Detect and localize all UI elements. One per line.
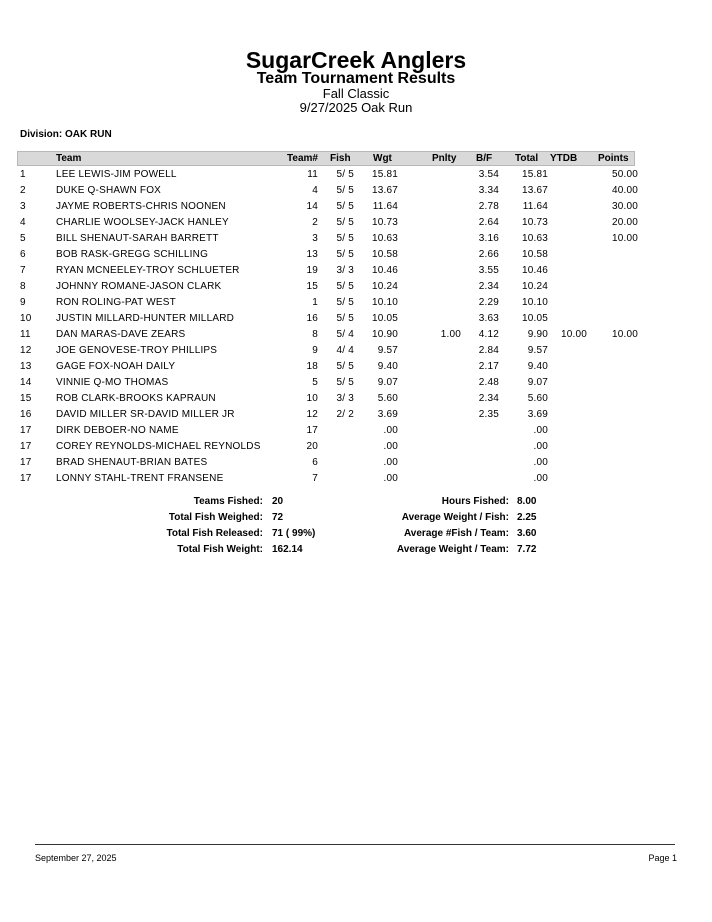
row-big-fish: 4.12 <box>478 329 499 340</box>
row-points: 20.00 <box>611 217 638 228</box>
row-total: 10.05 <box>521 313 548 324</box>
row-total: 10.58 <box>521 249 548 260</box>
row-weight: 10.24 <box>371 281 398 292</box>
row-weight: 10.63 <box>371 233 398 244</box>
column-header-bar <box>17 151 635 166</box>
row-weight: 10.90 <box>371 329 398 340</box>
row-team-number: 17 <box>306 425 318 436</box>
row-big-fish: 3.34 <box>478 185 499 196</box>
hours-fished-label: Hours Fished: <box>441 496 509 507</box>
row-weight: 10.10 <box>371 297 398 308</box>
row-points: 50.00 <box>611 169 638 180</box>
row-weight: .00 <box>383 473 398 484</box>
row-place: 9 <box>20 297 26 308</box>
total-fish-weight-value: 162.14 <box>272 544 303 555</box>
row-team-name: DIRK DEBOER-NO NAME <box>56 425 179 436</box>
row-team-name: DAVID MILLER SR-DAVID MILLER JR <box>56 409 235 420</box>
col-points: Points <box>598 153 629 164</box>
row-fish-count: 5/ 5 <box>336 201 354 212</box>
row-total: .00 <box>533 425 548 436</box>
row-place: 2 <box>20 185 26 196</box>
row-weight: 5.60 <box>377 393 398 404</box>
event-date-location: 9/27/2025 Oak Run <box>299 100 413 115</box>
row-team-number: 16 <box>306 313 318 324</box>
row-place: 5 <box>20 233 26 244</box>
row-place: 3 <box>20 201 26 212</box>
row-total: 10.46 <box>521 265 548 276</box>
row-big-fish: 2.29 <box>478 297 499 308</box>
row-fish-count: 3/ 3 <box>336 393 354 404</box>
row-fish-count: 5/ 5 <box>336 249 354 260</box>
avg-weight-team-label: Average Weight / Team: <box>396 544 509 555</box>
total-fish-weight-label: Total Fish Weight: <box>177 544 263 555</box>
row-team-number: 18 <box>306 361 318 372</box>
row-place: 7 <box>20 265 26 276</box>
row-team-number: 8 <box>312 329 318 340</box>
row-team-number: 14 <box>306 201 318 212</box>
row-place: 15 <box>20 393 32 404</box>
row-total: .00 <box>533 457 548 468</box>
row-place: 10 <box>20 313 32 324</box>
row-place: 4 <box>20 217 26 228</box>
row-total: 9.40 <box>527 361 548 372</box>
row-weight: 9.40 <box>377 361 398 372</box>
row-fish-count: 5/ 4 <box>336 329 354 340</box>
row-team-name: GAGE FOX-NOAH DAILY <box>56 361 176 372</box>
row-team-number: 1 <box>312 297 318 308</box>
row-fish-count: 5/ 5 <box>336 185 354 196</box>
row-team-name: JOHNNY ROMANE-JASON CLARK <box>56 281 222 292</box>
col-fish: Fish <box>330 153 351 164</box>
avg-fish-team-value: 3.60 <box>517 528 537 539</box>
row-place: 17 <box>20 473 32 484</box>
row-points: 30.00 <box>611 201 638 212</box>
row-team-number: 3 <box>312 233 318 244</box>
row-fish-count: 3/ 3 <box>336 265 354 276</box>
row-total: 9.90 <box>527 329 548 340</box>
row-weight: 11.64 <box>372 201 398 212</box>
row-points: 40.00 <box>611 185 638 196</box>
row-team-name: DAN MARAS-DAVE ZEARS <box>56 329 186 340</box>
row-team-name: ROB CLARK-BROOKS KAPRAUN <box>56 393 216 404</box>
row-weight: 10.05 <box>371 313 398 324</box>
row-big-fish: 2.35 <box>478 409 499 420</box>
total-fish-released-label: Total Fish Released: <box>166 528 263 539</box>
col-big-fish: B/F <box>476 153 493 164</box>
row-total: 5.60 <box>527 393 548 404</box>
row-big-fish: 2.84 <box>478 345 499 356</box>
hours-fished-value: 8.00 <box>517 496 537 507</box>
row-weight: 13.67 <box>371 185 398 196</box>
row-team-number: 7 <box>312 473 318 484</box>
row-total: 13.67 <box>521 185 548 196</box>
row-big-fish: 3.54 <box>478 169 499 180</box>
row-weight: 10.58 <box>371 249 398 260</box>
event-name: Fall Classic <box>322 86 390 101</box>
row-place: 8 <box>20 281 26 292</box>
row-fish-count: 2/ 2 <box>336 409 354 420</box>
row-place: 13 <box>20 361 32 372</box>
row-team-number: 10 <box>306 393 318 404</box>
row-place: 17 <box>20 425 32 436</box>
row-total: 10.24 <box>521 281 548 292</box>
row-total: 3.69 <box>527 409 548 420</box>
row-team-number: 20 <box>306 441 318 452</box>
total-fish-released-value: 71 ( 99%) <box>272 528 316 539</box>
row-team-number: 9 <box>312 345 318 356</box>
row-team-name: BILL SHENAUT-SARAH BARRETT <box>56 233 219 244</box>
row-team-number: 19 <box>306 265 318 276</box>
row-fish-count: 5/ 5 <box>336 233 354 244</box>
club-title: SugarCreek Anglers <box>245 47 467 73</box>
row-place: 17 <box>20 441 32 452</box>
row-total: 11.64 <box>522 201 548 212</box>
row-total: 10.10 <box>521 297 548 308</box>
row-team-number: 15 <box>306 281 318 292</box>
row-big-fish: 2.64 <box>478 217 499 228</box>
row-big-fish: 2.66 <box>478 249 499 260</box>
avg-weight-fish-label: Average Weight / Fish: <box>401 512 509 523</box>
row-fish-count: 5/ 5 <box>336 361 354 372</box>
row-big-fish: 2.78 <box>478 201 499 212</box>
row-total: 10.63 <box>521 233 548 244</box>
row-team-name: VINNIE Q-MO THOMAS <box>56 377 169 388</box>
total-fish-weighed-label: Total Fish Weighed: <box>168 512 263 523</box>
row-weight: 10.73 <box>371 217 398 228</box>
row-big-fish: 2.34 <box>478 393 499 404</box>
row-team-name: RON ROLING-PAT WEST <box>56 297 176 308</box>
row-team-name: DUKE Q-SHAWN FOX <box>56 185 162 196</box>
row-team-number: 4 <box>312 185 318 196</box>
row-team-number: 13 <box>306 249 318 260</box>
row-team-number: 5 <box>312 377 318 388</box>
row-weight: 15.81 <box>371 169 398 180</box>
row-team-name: BOB RASK-GREGG SCHILLING <box>56 249 209 260</box>
row-team-name: JOE GENOVESE-TROY PHILLIPS <box>56 345 218 356</box>
col-team-number: Team# <box>287 153 318 164</box>
row-place: 16 <box>20 409 32 420</box>
row-big-fish: 2.34 <box>478 281 499 292</box>
row-fish-count: 5/ 5 <box>336 313 354 324</box>
row-weight: 10.46 <box>371 265 398 276</box>
row-big-fish: 3.63 <box>478 313 499 324</box>
row-total: .00 <box>533 441 548 452</box>
row-points: 10.00 <box>611 233 638 244</box>
row-team-name: JAYME ROBERTS-CHRIS NOONEN <box>56 201 226 212</box>
row-weight: 9.57 <box>377 345 398 356</box>
row-fish-count: 5/ 5 <box>336 281 354 292</box>
row-fish-count: 5/ 5 <box>336 377 354 388</box>
row-total: 10.73 <box>521 217 548 228</box>
row-weight: .00 <box>383 425 398 436</box>
row-penalty: 1.00 <box>440 329 461 340</box>
row-weight: .00 <box>383 441 398 452</box>
row-place: 6 <box>20 249 26 260</box>
row-team-name: CHARLIE WOOLSEY-JACK HANLEY <box>56 217 229 228</box>
row-weight: 3.69 <box>377 409 398 420</box>
row-place: 11 <box>20 329 31 340</box>
row-big-fish: 3.55 <box>478 265 499 276</box>
row-team-name: COREY REYNOLDS-MICHAEL REYNOLDS <box>56 441 261 452</box>
col-penalty: Pnlty <box>432 153 457 164</box>
row-points: 10.00 <box>611 329 638 340</box>
row-team-number: 11 <box>307 169 318 180</box>
row-team-number: 12 <box>306 409 318 420</box>
row-total: .00 <box>533 473 548 484</box>
division-label: Division: OAK RUN <box>20 129 112 140</box>
row-fish-count: 5/ 5 <box>336 169 354 180</box>
row-total: 15.81 <box>521 169 548 180</box>
row-team-name: JUSTIN MILLARD-HUNTER MILLARD <box>56 313 235 324</box>
row-weight: 9.07 <box>377 377 398 388</box>
avg-weight-team-value: 7.72 <box>517 544 537 555</box>
row-fish-count: 4/ 4 <box>336 345 354 356</box>
report-title: Team Tournament Results <box>256 70 456 87</box>
row-place: 12 <box>20 345 32 356</box>
row-team-name: LONNY STAHL-TRENT FRANSENE <box>56 473 224 484</box>
row-fish-count: 5/ 5 <box>336 297 354 308</box>
row-team-name: BRAD SHENAUT-BRIAN BATES <box>56 457 208 468</box>
row-team-name: RYAN MCNEELEY-TROY SCHLUETER <box>56 265 240 276</box>
total-fish-weighed-value: 72 <box>272 512 284 523</box>
col-team: Team <box>56 153 82 164</box>
row-team-number: 6 <box>312 457 318 468</box>
row-big-fish: 2.17 <box>478 361 499 372</box>
row-team-name: LEE LEWIS-JIM POWELL <box>56 169 177 180</box>
col-weight: Wgt <box>373 153 392 164</box>
avg-weight-fish-value: 2.25 <box>517 512 537 523</box>
footer-date: September 27, 2025 <box>35 853 117 863</box>
col-ytdb: YTDB <box>550 153 578 164</box>
row-place: 17 <box>20 457 32 468</box>
row-weight: .00 <box>383 457 398 468</box>
avg-fish-team-label: Average #Fish / Team: <box>403 528 509 539</box>
footer-divider <box>35 844 675 845</box>
col-total: Total <box>515 153 539 164</box>
teams-fished-label: Teams Fished: <box>193 496 263 507</box>
row-place: 1 <box>20 169 26 180</box>
teams-fished-value: 20 <box>272 496 284 507</box>
row-total: 9.57 <box>527 345 548 356</box>
row-big-fish: 3.16 <box>478 233 499 244</box>
row-big-fish: 2.48 <box>478 377 499 388</box>
row-fish-count: 5/ 5 <box>336 217 354 228</box>
row-place: 14 <box>20 377 32 388</box>
row-total: 9.07 <box>527 377 548 388</box>
row-team-number: 2 <box>312 217 318 228</box>
footer-page-number: Page 1 <box>648 853 677 863</box>
row-ytdb: 10.00 <box>560 329 587 340</box>
